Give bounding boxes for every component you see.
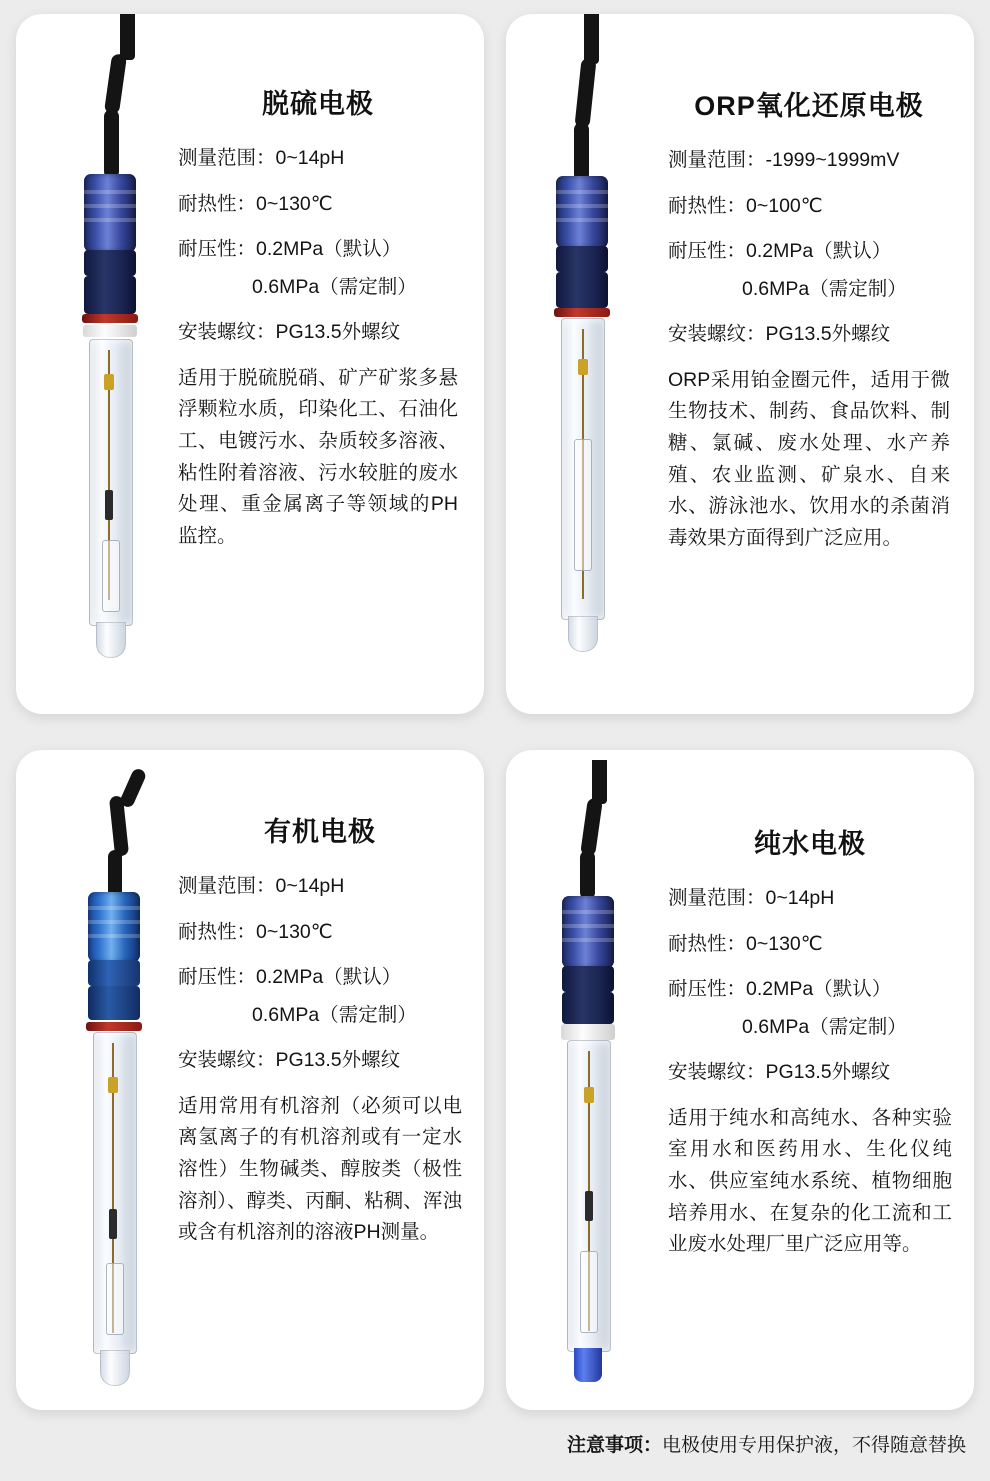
- probe-tip: [100, 1350, 130, 1386]
- card-title: ORP氧化还原电极: [694, 91, 924, 121]
- connector-collar: [556, 272, 608, 308]
- inner-band-icon: [584, 1087, 594, 1103]
- glass-body: [89, 339, 133, 626]
- connector-body: [556, 176, 608, 248]
- connector-collar: [556, 246, 608, 272]
- inner-tube-icon: [574, 439, 592, 571]
- spec-pressure-resistance-custom: 0.6MPa（需定制）: [742, 1015, 907, 1038]
- spec-heat-resistance: 耐热性：0~130℃: [178, 192, 333, 215]
- inner-tube-icon: [580, 1251, 598, 1333]
- card-title: 有机电极: [264, 817, 376, 847]
- spec-heat-resistance: 耐热性：0~130℃: [668, 932, 823, 955]
- inner-tube-icon: [102, 540, 120, 612]
- connector-collar: [88, 960, 140, 986]
- spec-measuring-range: 测量范围：-1999~1999mV: [668, 149, 900, 171]
- thread-ring-icon: [561, 1024, 615, 1040]
- probe-tip: [574, 1348, 602, 1382]
- spec-thread: 安装螺纹：PG13.5外螺纹: [668, 323, 891, 346]
- card-description: ORP采用铂金圈元件，适用于微生物技术、制药、食品饮料、制糖、氯碱、废水处理、水产养殖、农业监测、矿泉水、自来水、游泳池水、饮用水的杀菌消毒效果方面得到广泛应用。: [668, 368, 950, 549]
- cable-lower-icon: [580, 850, 595, 900]
- probe-image-pure-water: [506, 750, 666, 1410]
- cable-icon: [584, 14, 599, 64]
- inner-band-icon: [104, 374, 114, 390]
- product-card-organic: [16, 750, 484, 1410]
- spec-pressure-resistance: 耐压性：0.2MPa（默认）: [178, 238, 402, 261]
- glass-body: [561, 318, 605, 620]
- cable-bend-icon: [104, 53, 127, 115]
- card-title: 脱硫电极: [262, 89, 374, 119]
- probe-graphic: [506, 14, 666, 714]
- connector-collar: [84, 276, 136, 314]
- connector-collar: [88, 986, 140, 1020]
- connector-collar: [562, 966, 614, 992]
- spec-heat-resistance: 耐热性：0~130℃: [178, 920, 333, 943]
- product-card-desulfurization: [16, 14, 484, 714]
- probe-graphic: [16, 750, 176, 1410]
- probe-graphic: [506, 750, 666, 1410]
- spec-measuring-range: 测量范围：0~14pH: [668, 887, 835, 909]
- probe-image-orp: [506, 14, 666, 714]
- connector-ring-icon: [84, 218, 136, 222]
- spec-pressure-resistance-custom: 0.6MPa（需定制）: [252, 1003, 417, 1026]
- card-title: 纯水电极: [754, 829, 866, 859]
- connector-ring-icon: [562, 910, 614, 914]
- glass-body: [567, 1040, 611, 1352]
- cable-lower-icon: [104, 109, 119, 179]
- product-card-grid: [16, 14, 974, 1410]
- probe-graphic: [16, 14, 176, 714]
- connector-collar: [84, 250, 136, 276]
- cable-lower-icon: [574, 122, 589, 182]
- spec-pressure-resistance: 耐压性：0.2MPa（默认）: [668, 240, 892, 263]
- footnote-label: 注意事项：: [566, 1435, 662, 1456]
- probe-tip: [96, 622, 126, 658]
- connector-ring-icon: [84, 190, 136, 194]
- connector-ring-icon: [88, 906, 140, 910]
- card-description: 适用于纯水和高纯水、各种实验室用水和医药用水、生化仪纯水、供应室纯水系统、植物细胞培养用水、在复杂的化工流和工业废水处理厂里广泛应用等。: [668, 1106, 952, 1256]
- card-description: 适用于脱硫脱硝、矿产矿浆多悬浮颗粒水质，印染化工、石油化工、电镀污水、杂质较多溶液、粘性附着溶液、污水较脏的废水处理、重金属离子等领域的PH监控。: [178, 366, 458, 547]
- spec-heat-resistance: 耐热性：0~100℃: [668, 194, 823, 217]
- spec-thread: 安装螺纹：PG13.5外螺纹: [178, 321, 401, 344]
- connector-ring-icon: [88, 920, 140, 924]
- probe-image-organic: [16, 750, 176, 1410]
- cable-icon: [120, 14, 135, 60]
- connector-ring-icon: [84, 204, 136, 208]
- connector-ring-icon: [556, 190, 608, 194]
- spec-pressure-resistance: 耐压性：0.2MPa（默认）: [668, 978, 892, 1001]
- inner-element-icon: [585, 1191, 593, 1221]
- connector-ring-icon: [556, 218, 608, 222]
- cable-bend-icon: [574, 57, 596, 128]
- connector-ring-icon: [556, 204, 608, 208]
- connector-ring-icon: [562, 924, 614, 928]
- spec-measuring-range: 测量范围：0~14pH: [178, 875, 345, 897]
- thread-ring-icon: [83, 325, 137, 337]
- spec-pressure-resistance-custom: 0.6MPa（需定制）: [742, 277, 907, 300]
- seal-ring-icon: [86, 1022, 142, 1031]
- connector-ring-icon: [562, 938, 614, 942]
- inner-band-icon: [578, 359, 588, 375]
- probe-image-desulfurization: [16, 14, 176, 714]
- seal-ring-icon: [554, 308, 610, 317]
- footnote: [567, 1430, 966, 1457]
- inner-element-icon: [105, 490, 113, 520]
- connector-body: [88, 892, 140, 962]
- spec-pressure-resistance-custom: 0.6MPa（需定制）: [252, 275, 417, 298]
- inner-element-icon: [109, 1209, 117, 1239]
- seal-ring-icon: [82, 314, 138, 323]
- connector-ring-icon: [88, 934, 140, 938]
- inner-tube-icon: [106, 1263, 124, 1335]
- probe-tip: [568, 616, 598, 652]
- spec-measuring-range: 测量范围：0~14pH: [178, 147, 345, 169]
- connector-body: [84, 174, 136, 252]
- cable-bend-icon: [580, 797, 603, 857]
- connector-collar: [562, 992, 614, 1024]
- product-card-orp: [506, 14, 974, 714]
- spec-pressure-resistance: 耐压性：0.2MPa（默认）: [178, 966, 402, 989]
- connector-body: [562, 896, 614, 968]
- inner-band-icon: [108, 1077, 118, 1093]
- product-card-pure-water: [506, 750, 974, 1410]
- spec-thread: 安装螺纹：PG13.5外螺纹: [178, 1049, 401, 1072]
- spec-thread: 安装螺纹：PG13.5外螺纹: [668, 1061, 891, 1084]
- footnote-text: 电极使用专用保护液，不得随意替换: [661, 1435, 966, 1456]
- glass-body: [93, 1032, 137, 1354]
- card-description: 适用常用有机溶剂（必须可以电离氢离子的有机溶剂或有一定水溶性）生物碱类、醇胺类（极性溶剂）、醇类、丙酮、粘稠、浑浊或含有机溶剂的溶液PH测量。: [178, 1094, 462, 1244]
